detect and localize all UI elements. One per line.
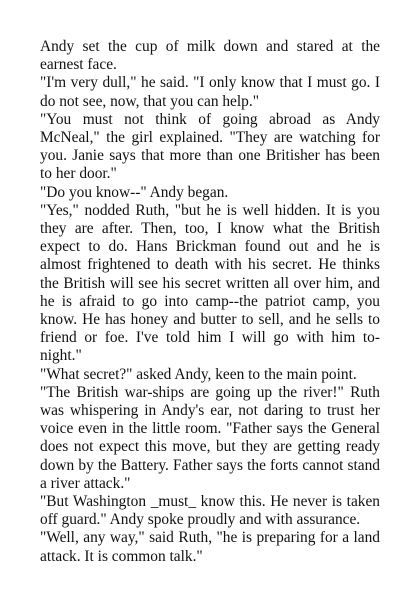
paragraph: "What secret?" asked Andy, keen to the main point. (40, 365, 357, 383)
paragraph: "Do you know--" Andy began. (40, 183, 229, 201)
paragraph: "You must not think of going abroad as Andy McNeal," the girl explained. "They are watching for you. Janie says that more than one Britisher has been to her door." (40, 110, 380, 183)
paragraph: "The British war-ships are going up the river!" Ruth was whispering in Andy's ear, not daring to trust her voice even in the little room. "Father says the General does not expect this move, but they are getting ready down by the Battery. Father says the forts cannot stand a river attack." (40, 383, 380, 492)
page-text (40, 38, 380, 566)
paragraph: "I'm very dull," he said. "I only know that I must go. I do not see, now, that you can help." (40, 74, 380, 110)
paragraph: "Yes," nodded Ruth, "but he is well hidden. It is you they are after. Then, too, I know what the British expect to do. Hans Brickman found out and he is almost frightened to death with his secret. He thinks the British will see his secret written all over him, and he is afraid to go into camp--the patriot camp, you know. He has honey and butter to sell, and he sells to friend or foe. I've told him I will go with him to-night." (40, 201, 380, 365)
paragraph: "Well, any way," said Ruth, "he is preparing for a land attack. It is common talk." (40, 529, 380, 565)
paragraph: "But Washington _must_ know this. He never is taken off guard." Andy spoke proudly and with assurance. (40, 493, 380, 529)
paragraph: Andy set the cup of milk down and stared at the earnest face. (40, 38, 380, 74)
